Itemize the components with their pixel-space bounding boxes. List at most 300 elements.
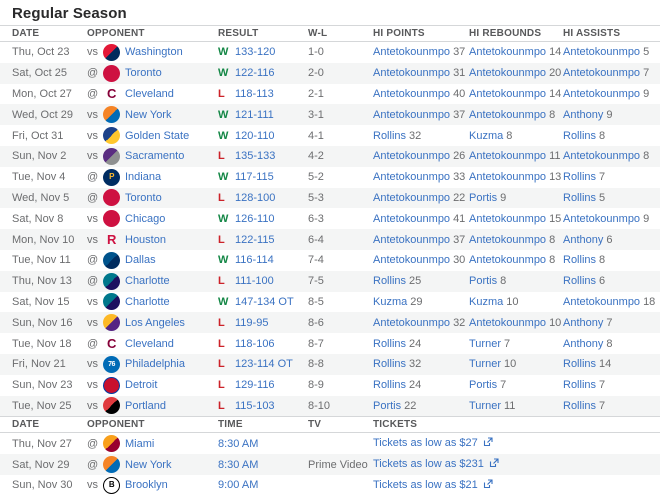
game-row — [0, 396, 660, 417]
score-link[interactable]: 129-116 — [235, 379, 275, 392]
hi-points-player-link[interactable]: Portis — [373, 399, 402, 412]
score-link[interactable]: 122-116 — [235, 67, 275, 80]
result-cell — [218, 88, 308, 100]
hi-rebounds-cell — [469, 109, 563, 121]
result-cell — [218, 46, 308, 58]
detroit-pistons-logo[interactable] — [103, 377, 120, 394]
time-cell — [218, 438, 308, 450]
hi-points-cell — [373, 254, 469, 266]
record: 2-0 — [308, 67, 324, 80]
hi-rebounds-value: 11 — [549, 150, 561, 163]
hi-points-cell — [373, 109, 469, 121]
team-link[interactable]: New York — [125, 458, 172, 471]
game-date: Sat, Nov 15 — [12, 295, 70, 308]
upcoming-game-row — [0, 433, 660, 454]
home-away-prefix: @ — [87, 171, 99, 184]
game-date: Sun, Nov 30 — [12, 479, 73, 492]
column-header: OPPONENT — [87, 28, 145, 39]
home-away-prefix: @ — [87, 337, 99, 350]
opponent-cell — [87, 397, 218, 414]
hi-assists-player-link[interactable]: Rollins — [563, 171, 597, 184]
opponent-cell — [87, 65, 218, 82]
opponent-cell — [87, 314, 218, 331]
hi-rebounds-player-link[interactable]: Antetokounmpo — [469, 150, 547, 163]
home-away-prefix: vs — [87, 212, 98, 225]
hi-rebounds-player-link[interactable]: Portis — [469, 379, 498, 392]
team-link[interactable]: Toronto — [125, 67, 162, 80]
hi-rebounds-player-link[interactable]: Antetokounmpo — [469, 87, 547, 100]
score-link[interactable]: 119-95 — [235, 316, 269, 329]
hi-rebounds-value: 10 — [506, 295, 519, 308]
hi-assists-cell — [563, 46, 660, 58]
home-away-prefix: vs — [87, 316, 98, 329]
golden-state-warriors-logo[interactable] — [103, 127, 120, 144]
hi-assists-value: 7 — [599, 379, 606, 392]
game-row — [0, 250, 660, 271]
external-link-icon — [483, 438, 493, 450]
team-link[interactable]: Charlotte — [125, 275, 170, 288]
page-title: Regular Season — [12, 5, 127, 22]
hi-points-player-link[interactable]: Antetokounmpo — [373, 254, 451, 267]
column-header: HI POINTS — [373, 28, 425, 39]
game-outcome: L — [218, 275, 225, 288]
hi-assists-cell — [563, 338, 660, 350]
hi-assists-value: 6 — [606, 233, 613, 246]
hi-points-player-link[interactable]: Antetokounmpo — [373, 67, 451, 80]
score-link[interactable]: 133-120 — [235, 46, 276, 59]
home-away-prefix: vs — [87, 46, 98, 59]
hi-assists-value: 7 — [599, 399, 606, 412]
hi-points-player-link[interactable]: Antetokounmpo — [373, 108, 451, 121]
game-outcome: W — [218, 254, 229, 267]
result-cell — [218, 109, 308, 121]
record: 7-4 — [308, 254, 324, 267]
hi-points-value: 30 — [453, 254, 466, 267]
team-link[interactable]: Los Angeles — [125, 316, 185, 329]
portland-trail-blazers-logo[interactable] — [103, 397, 120, 414]
game-outcome: W — [218, 171, 229, 184]
hi-rebounds-cell — [469, 88, 563, 100]
hi-points-player-link[interactable]: Rollins — [373, 275, 407, 288]
column-header: DATE — [12, 28, 40, 39]
hi-rebounds-value: 10 — [504, 358, 517, 371]
hi-points-cell — [373, 296, 469, 308]
team-link[interactable]: Golden State — [125, 129, 190, 142]
hi-points-cell — [373, 67, 469, 79]
hi-assists-cell — [563, 254, 660, 266]
hi-assists-player-link[interactable]: Rollins — [563, 399, 597, 412]
game-row — [0, 229, 660, 250]
hi-points-player-link[interactable]: Rollins — [373, 379, 407, 392]
cleveland-cavaliers-logo[interactable]: C — [107, 336, 116, 352]
hi-rebounds-cell — [469, 67, 563, 79]
game-time-link[interactable]: 9:00 AM — [218, 479, 259, 492]
hi-rebounds-player-link[interactable]: Portis — [469, 275, 498, 288]
hi-rebounds-player-link[interactable]: Kuzma — [469, 129, 504, 142]
hi-points-value: 26 — [453, 150, 466, 163]
hi-assists-cell — [563, 88, 660, 100]
hi-rebounds-value: 8 — [506, 129, 513, 142]
hi-assists-player-link[interactable]: Antetokounmpo — [563, 67, 641, 80]
hi-rebounds-cell — [469, 358, 563, 370]
hi-rebounds-player-link[interactable]: Antetokounmpo — [469, 108, 547, 121]
game-date: Tue, Nov 4 — [12, 171, 66, 184]
hi-rebounds-player-link[interactable]: Turner — [469, 337, 501, 350]
score-link[interactable]: 117-115 — [235, 171, 274, 184]
team-link[interactable]: New York — [125, 108, 172, 121]
game-row — [0, 42, 660, 63]
hi-points-value: 29 — [410, 295, 423, 308]
hi-rebounds-cell — [469, 400, 563, 412]
hi-points-player-link[interactable]: Antetokounmpo — [373, 233, 451, 246]
hi-assists-player-link[interactable]: Rollins — [563, 275, 597, 288]
result-cell — [218, 213, 308, 225]
record: 6-4 — [308, 233, 324, 246]
hi-assists-value: 18 — [643, 295, 656, 308]
hi-points-value: 37 — [453, 233, 466, 246]
hi-rebounds-player-link[interactable]: Turner — [469, 358, 501, 371]
column-header: TICKETS — [373, 419, 418, 431]
hi-rebounds-value: 20 — [549, 67, 562, 80]
game-row — [0, 208, 660, 229]
hi-assists-cell — [563, 171, 660, 183]
hi-rebounds-value: 14 — [549, 46, 562, 59]
hi-points-value: 22 — [404, 399, 417, 412]
game-time-link[interactable]: 8:30 AM — [218, 437, 259, 450]
game-row — [0, 146, 660, 167]
team-link[interactable]: Portland — [125, 399, 166, 412]
result-cell — [218, 317, 308, 329]
home-away-prefix: @ — [87, 191, 99, 204]
hi-points-cell — [373, 234, 469, 246]
hi-rebounds-player-link[interactable]: Kuzma — [469, 295, 504, 308]
game-date: Mon, Nov 10 — [12, 233, 75, 246]
score-link[interactable]: 120-110 — [235, 129, 275, 142]
hi-points-player-link[interactable]: Antetokounmpo — [373, 87, 451, 100]
hi-points-player-link[interactable]: Rollins — [373, 129, 407, 142]
game-row — [0, 63, 660, 84]
dallas-mavericks-logo[interactable] — [103, 252, 120, 269]
hi-rebounds-value: 7 — [504, 337, 511, 350]
hi-assists-player-link[interactable]: Antetokounmpo — [563, 295, 641, 308]
hi-points-value: 40 — [453, 87, 466, 100]
hi-points-value: 32 — [409, 358, 422, 371]
hi-points-cell — [373, 358, 469, 370]
record: 4-2 — [308, 150, 324, 163]
hi-points-cell — [373, 192, 469, 204]
opponent-cell — [87, 169, 218, 186]
hi-assists-player-link[interactable]: Antetokounmpo — [563, 87, 641, 100]
game-outcome: L — [218, 358, 225, 371]
opponent-cell — [87, 106, 218, 123]
hi-rebounds-cell — [469, 234, 563, 246]
record: 8-9 — [308, 379, 324, 392]
column-header: TIME — [218, 419, 243, 431]
game-outcome: W — [218, 212, 229, 225]
column-header: OPPONENT — [87, 419, 145, 431]
team-link[interactable]: Indiana — [125, 171, 162, 184]
hi-rebounds-cell — [469, 254, 563, 266]
hi-assists-player-link[interactable]: Anthony — [563, 108, 604, 121]
hi-rebounds-value: 8 — [549, 108, 556, 121]
game-date: Sun, Nov 2 — [12, 150, 67, 163]
tickets-link[interactable]: Tickets as low as $27 — [373, 437, 478, 450]
hi-rebounds-player-link[interactable]: Antetokounmpo — [469, 46, 547, 59]
game-date: Sat, Nov 8 — [12, 212, 64, 225]
record: 8-6 — [308, 316, 324, 329]
result-cell — [218, 296, 308, 308]
result-cell — [218, 130, 308, 142]
charlotte-hornets-logo[interactable] — [103, 293, 120, 310]
upcoming-table — [0, 416, 660, 495]
hi-points-player-link[interactable]: Antetokounmpo — [373, 150, 451, 163]
hi-points-player-link[interactable]: Antetokounmpo — [373, 171, 451, 184]
team-link[interactable]: Houston — [125, 233, 166, 246]
hi-points-player-link[interactable]: Antetokounmpo — [373, 316, 451, 329]
tv-network: Prime Video — [308, 458, 368, 471]
indiana-pacers-logo[interactable]: P — [103, 169, 120, 186]
score-link[interactable]: 126-110 — [235, 212, 275, 225]
home-away-prefix: vs — [87, 399, 98, 412]
hi-assists-player-link[interactable]: Rollins — [563, 191, 597, 204]
hi-points-value: 41 — [453, 212, 466, 225]
hi-assists-cell — [563, 234, 660, 246]
game-date: Fri, Nov 21 — [12, 358, 66, 371]
hi-points-value: 37 — [453, 46, 466, 59]
column-header: TV — [308, 419, 322, 431]
hi-points-player-link[interactable]: Antetokounmpo — [373, 191, 451, 204]
opponent-cell — [87, 435, 218, 452]
team-link[interactable]: Washington — [125, 46, 183, 59]
upcoming-game-row — [0, 454, 660, 475]
team-link[interactable]: Cleveland — [125, 87, 174, 100]
team-link[interactable]: Charlotte — [125, 295, 170, 308]
hi-points-player-link[interactable]: Antetokounmpo — [373, 212, 451, 225]
game-date: Wed, Nov 5 — [12, 191, 70, 204]
hi-points-cell — [373, 213, 469, 225]
hi-points-value: 37 — [453, 108, 466, 121]
score-link[interactable]: 116-114 — [235, 254, 274, 267]
opponent-cell — [87, 377, 218, 394]
game-time-link[interactable]: 8:30 AM — [218, 458, 259, 471]
column-header: W-L — [308, 28, 328, 39]
hi-points-value: 32 — [409, 129, 422, 142]
score-link[interactable]: 118-113 — [235, 87, 274, 100]
opponent-cell — [87, 85, 218, 102]
hi-points-player-link[interactable]: Rollins — [373, 358, 407, 371]
home-away-prefix: vs — [87, 233, 98, 246]
tickets-link[interactable]: Tickets as low as $231 — [373, 458, 484, 471]
hi-points-value: 33 — [453, 171, 466, 184]
score-link[interactable]: 122-115 — [235, 233, 275, 246]
cleveland-cavaliers-logo[interactable]: C — [107, 86, 116, 102]
game-outcome: W — [218, 67, 229, 80]
game-row — [0, 104, 660, 125]
hi-points-player-link[interactable]: Rollins — [373, 337, 407, 350]
game-date: Sun, Nov 23 — [12, 379, 73, 392]
hi-points-cell — [373, 317, 469, 329]
hi-rebounds-player-link[interactable]: Portis — [469, 191, 498, 204]
hi-points-cell — [373, 171, 469, 183]
new-york-knicks-logo[interactable] — [103, 456, 120, 473]
chicago-bulls-logo[interactable] — [103, 210, 120, 227]
game-outcome: L — [218, 233, 225, 246]
time-cell — [218, 479, 308, 491]
opponent-cell — [87, 210, 218, 227]
hi-assists-cell — [563, 109, 660, 121]
hi-assists-player-link[interactable]: Anthony — [563, 316, 604, 329]
hi-rebounds-cell — [469, 46, 563, 58]
hi-points-value: 24 — [409, 379, 422, 392]
score-link[interactable]: 147-134 OT — [235, 295, 294, 308]
toronto-raptors-logo[interactable] — [103, 65, 120, 82]
hi-assists-player-link[interactable]: Rollins — [563, 254, 597, 267]
hi-assists-value: 8 — [606, 337, 613, 350]
hi-assists-player-link[interactable]: Rollins — [563, 129, 597, 142]
hi-assists-value: 8 — [643, 150, 650, 163]
team-link[interactable]: Dallas — [125, 254, 156, 267]
hi-rebounds-player-link[interactable]: Antetokounmpo — [469, 316, 547, 329]
home-away-prefix: @ — [87, 275, 99, 288]
result-cell — [218, 150, 308, 162]
result-cell — [218, 338, 308, 350]
team-link[interactable]: Philadelphia — [125, 358, 185, 371]
hi-assists-value: 9 — [643, 87, 650, 100]
score-link[interactable]: 123-114 OT — [235, 358, 293, 371]
hi-assists-value: 7 — [599, 171, 606, 184]
hi-points-cell — [373, 46, 469, 58]
score-link[interactable]: 121-111 — [235, 108, 274, 121]
game-outcome: W — [218, 108, 229, 121]
opponent-cell — [87, 356, 218, 373]
hi-assists-value: 8 — [599, 254, 606, 267]
hi-rebounds-value: 13 — [549, 171, 562, 184]
hi-rebounds-cell — [469, 150, 563, 162]
hi-assists-cell — [563, 358, 660, 370]
hi-assists-value: 5 — [599, 191, 606, 204]
external-link-icon — [489, 459, 499, 471]
result-cell — [218, 234, 308, 246]
hi-assists-player-link[interactable]: Antetokounmpo — [563, 212, 641, 225]
game-date: Mon, Oct 27 — [12, 87, 72, 100]
home-away-prefix: @ — [87, 87, 99, 100]
hi-rebounds-value: 7 — [500, 379, 507, 392]
hi-assists-cell — [563, 317, 660, 329]
score-link[interactable]: 111-100 — [235, 275, 274, 288]
hi-points-player-link[interactable]: Antetokounmpo — [373, 46, 451, 59]
opponent-cell — [87, 273, 218, 290]
game-date: Wed, Oct 29 — [12, 108, 73, 121]
tickets-link[interactable]: Tickets as low as $21 — [373, 478, 478, 491]
opponent-cell — [87, 252, 218, 269]
score-link[interactable]: 135-133 — [235, 150, 276, 163]
philadelphia-76ers-logo[interactable]: 76 — [103, 356, 120, 373]
hi-rebounds-cell — [469, 171, 563, 183]
results-header-row — [0, 25, 660, 42]
team-link[interactable]: Chicago — [125, 212, 166, 225]
brooklyn-nets-logo[interactable]: B — [103, 477, 120, 494]
hi-assists-cell — [563, 130, 660, 142]
hi-rebounds-value: 8 — [500, 275, 507, 288]
home-away-prefix: @ — [87, 458, 99, 471]
opponent-cell — [87, 127, 218, 144]
hi-rebounds-cell — [469, 192, 563, 204]
hi-assists-player-link[interactable]: Anthony — [563, 233, 604, 246]
hi-points-value: 31 — [453, 67, 466, 80]
record: 8-7 — [308, 337, 324, 350]
column-header: HI ASSISTS — [563, 28, 621, 39]
hi-rebounds-cell — [469, 213, 563, 225]
upcoming-body — [0, 433, 660, 495]
game-outcome: L — [218, 399, 225, 412]
hi-points-cell — [373, 338, 469, 350]
new-york-knicks-logo[interactable] — [103, 106, 120, 123]
hi-rebounds-cell — [469, 296, 563, 308]
toronto-raptors-logo[interactable] — [103, 189, 120, 206]
hi-assists-value: 8 — [599, 129, 606, 142]
hi-rebounds-value: 8 — [549, 254, 556, 267]
game-date: Sat, Oct 25 — [12, 67, 68, 80]
hi-rebounds-player-link[interactable]: Antetokounmpo — [469, 212, 547, 225]
results-body — [0, 42, 660, 416]
sacramento-kings-logo[interactable] — [103, 148, 120, 165]
results-table — [0, 25, 660, 416]
team-link[interactable]: Toronto — [125, 191, 162, 204]
game-outcome: L — [218, 337, 225, 350]
record: 5-2 — [308, 171, 324, 184]
hi-assists-player-link[interactable]: Rollins — [563, 379, 597, 392]
home-away-prefix: vs — [87, 479, 98, 492]
houston-rockets-logo[interactable]: R — [107, 232, 116, 248]
score-link[interactable]: 115-103 — [235, 399, 275, 412]
score-link[interactable]: 128-100 — [235, 191, 276, 204]
record: 8-5 — [308, 295, 324, 308]
hi-points-cell — [373, 130, 469, 142]
hi-rebounds-player-link[interactable]: Turner — [469, 399, 501, 412]
team-link[interactable]: Sacramento — [125, 150, 185, 163]
hi-assists-player-link[interactable]: Antetokounmpo — [563, 46, 641, 59]
hi-rebounds-player-link[interactable]: Antetokounmpo — [469, 233, 547, 246]
hi-rebounds-player-link[interactable]: Antetokounmpo — [469, 254, 547, 267]
los-angeles-lakers-logo[interactable] — [103, 314, 120, 331]
hi-assists-player-link[interactable]: Anthony — [563, 337, 604, 350]
hi-rebounds-value: 9 — [500, 191, 507, 204]
charlotte-hornets-logo[interactable] — [103, 273, 120, 290]
miami-heat-logo[interactable] — [103, 435, 120, 452]
team-link[interactable]: Detroit — [125, 379, 158, 392]
hi-assists-player-link[interactable]: Rollins — [563, 358, 597, 371]
hi-rebounds-player-link[interactable]: Antetokounmpo — [469, 67, 547, 80]
game-row — [0, 125, 660, 146]
home-away-prefix: vs — [87, 295, 98, 308]
home-away-prefix: vs — [87, 108, 98, 121]
column-header: RESULT — [218, 28, 259, 39]
washington-wizards-logo[interactable] — [103, 44, 120, 61]
game-row — [0, 271, 660, 292]
hi-assists-player-link[interactable]: Antetokounmpo — [563, 150, 641, 163]
team-link[interactable]: Cleveland — [125, 337, 174, 350]
score-link[interactable]: 118-106 — [235, 337, 275, 350]
game-date: Tue, Nov 25 — [12, 399, 72, 412]
game-row — [0, 375, 660, 396]
hi-points-player-link[interactable]: Kuzma — [373, 295, 408, 308]
hi-rebounds-player-link[interactable]: Antetokounmpo — [469, 171, 547, 184]
team-link[interactable]: Brooklyn — [125, 479, 168, 492]
team-link[interactable]: Miami — [125, 437, 155, 450]
hi-rebounds-cell — [469, 379, 563, 391]
hi-assists-cell — [563, 192, 660, 204]
record: 6-3 — [308, 212, 324, 225]
